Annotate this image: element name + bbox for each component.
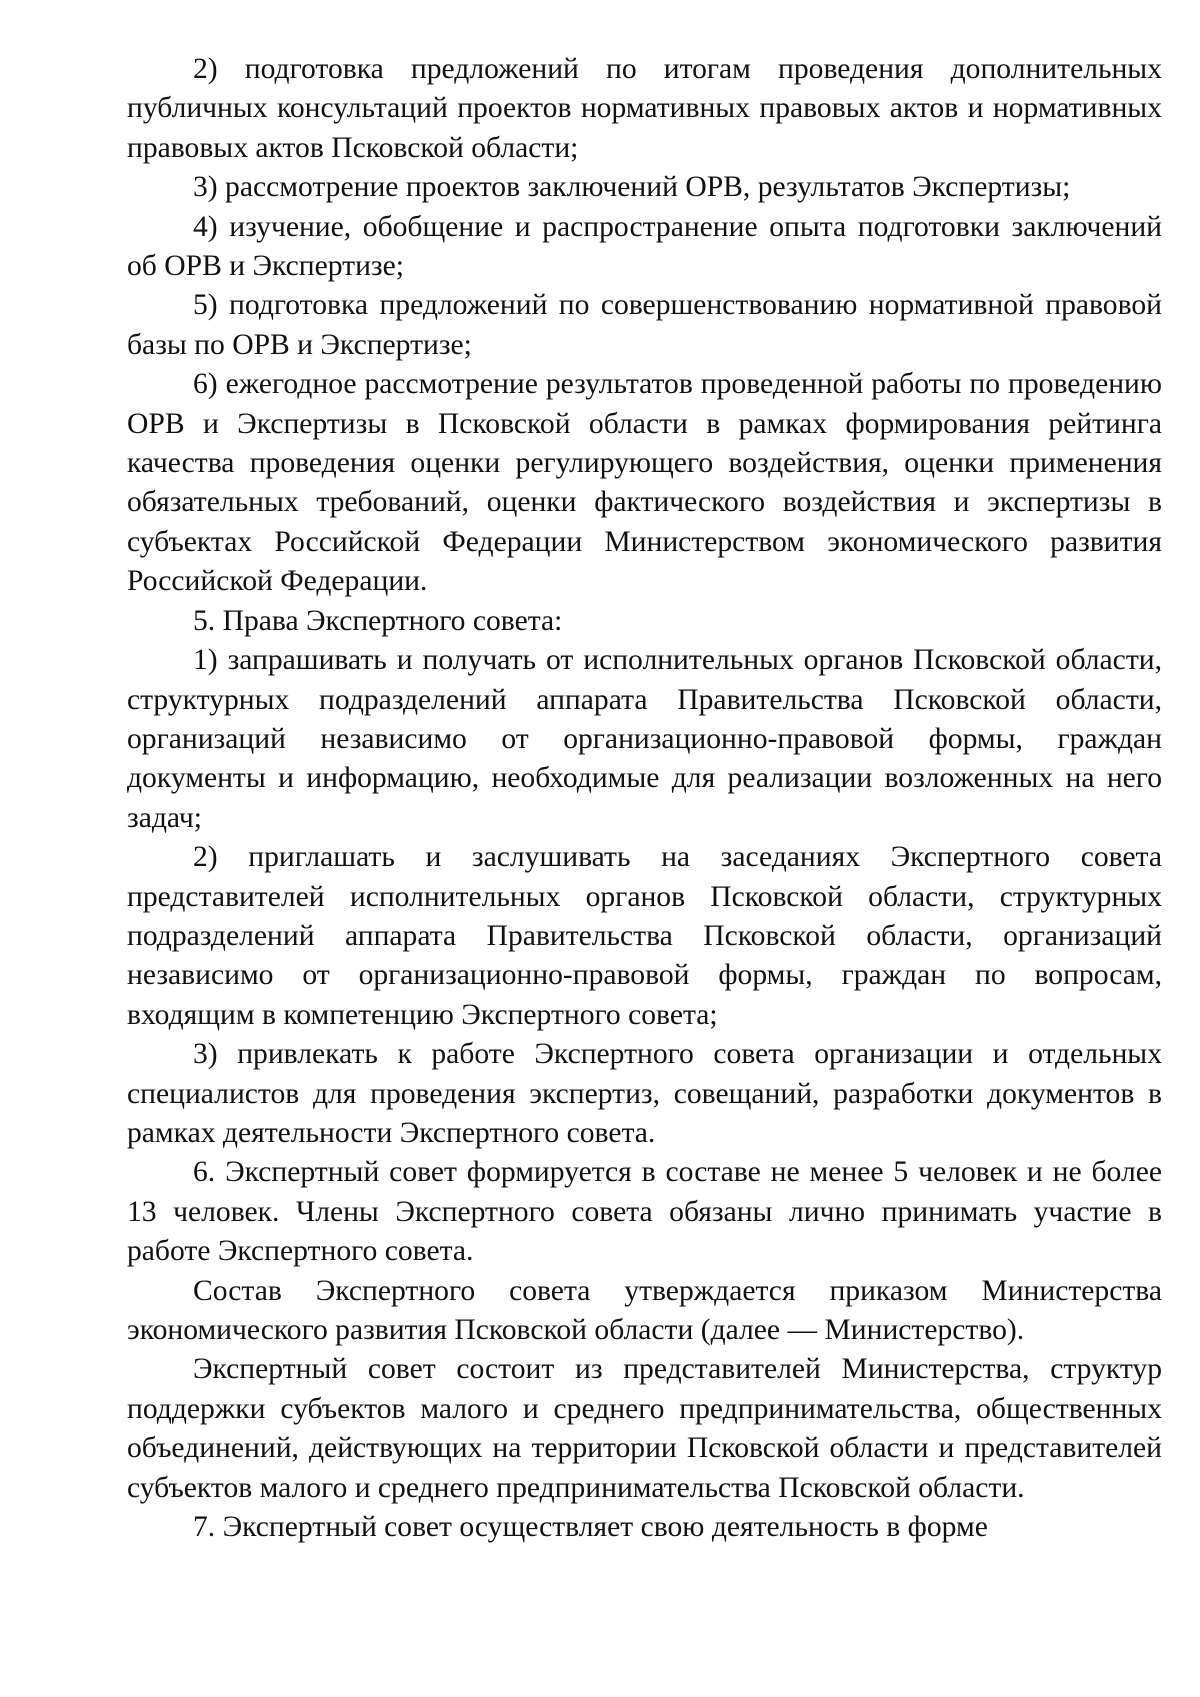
paragraph-right-3: 3) привлекать к работе Экспертного совета организации и отдельных специалистов для проведения экспертиз, совещаний, разработки документов в рамках деятельности Экспертного совета. xyxy=(127,1038,1162,1149)
section-heading-rights: 5. Права Экспертного совета: xyxy=(193,604,563,637)
document-body xyxy=(127,50,1162,1547)
paragraph-task-5: 5) подготовка предложений по совершенствованию нормативной правовой базы по ОРВ и Экспертизе; xyxy=(127,289,1162,361)
paragraph-right-1: 1) запрашивать и получать от исполнительных органов Псковской области, структурных подразделений аппарата Правительства Псковской области, организаций независимо от организационно-правовой формы, граждан документы и информацию, необходимые для реализации возложенных на него задач; xyxy=(127,644,1162,834)
paragraph-task-4: 4) изучение, обобщение и распространение опыта подготовки заключений об ОРВ и Экспертизе; xyxy=(127,210,1162,283)
paragraph-members: Экспертный совет состоит из представителей Министерства, структур поддержки субъектов малого и среднего предпринимательства, общественных объединений, действующих на территории Псковской области и представителей субъектов малого и среднего предпринимательства Псковской области. xyxy=(127,1353,1162,1504)
paragraph-task-3: 3) рассмотрение проектов заключений ОРВ, результатов Экспертизы; xyxy=(193,171,1071,204)
paragraph-section-6: 6. Экспертный совет формируется в составе не менее 5 человек и не более 13 человек. Члены Экспертного совета обязаны лично принимать участие в работе Экспертного совета. xyxy=(127,1156,1162,1268)
paragraph-composition: Состав Экспертного совета утверждается приказом Министерства экономического развития Псковской области (далее — Министерство). xyxy=(127,1274,1162,1346)
paragraph-task-6: 6) ежегодное рассмотрение результатов проведенной работы по проведению ОРВ и Экспертизы в Псковской области в рамках формирования рейтинга качества проведения оценки регулирующего воздействия, оценки применения обязательных требований, оценки фактического воздействия и экспертизы в субъектах Российской Федерации Министерством экономического развития Российской Федерации. xyxy=(127,368,1162,598)
paragraph-section-7: 7. Экспертный совет осуществляет свою деятельность в форме xyxy=(193,1511,988,1544)
paragraph-task-2: 2) подготовка предложений по итогам проведения дополнительных публичных консультаций проектов нормативных правовых актов и нормативных правовых актов Псковской области; xyxy=(127,53,1162,164)
paragraph-right-2: 2) приглашать и заслушивать на заседаниях Экспертного совета представителей исполнительных органов Псковской области, структурных подразделений аппарата Правительства Псковской области, организаций независимо от организационно-правовой формы, граждан по вопросам, входящим в компетенцию Экспертного совета; xyxy=(127,841,1162,1031)
